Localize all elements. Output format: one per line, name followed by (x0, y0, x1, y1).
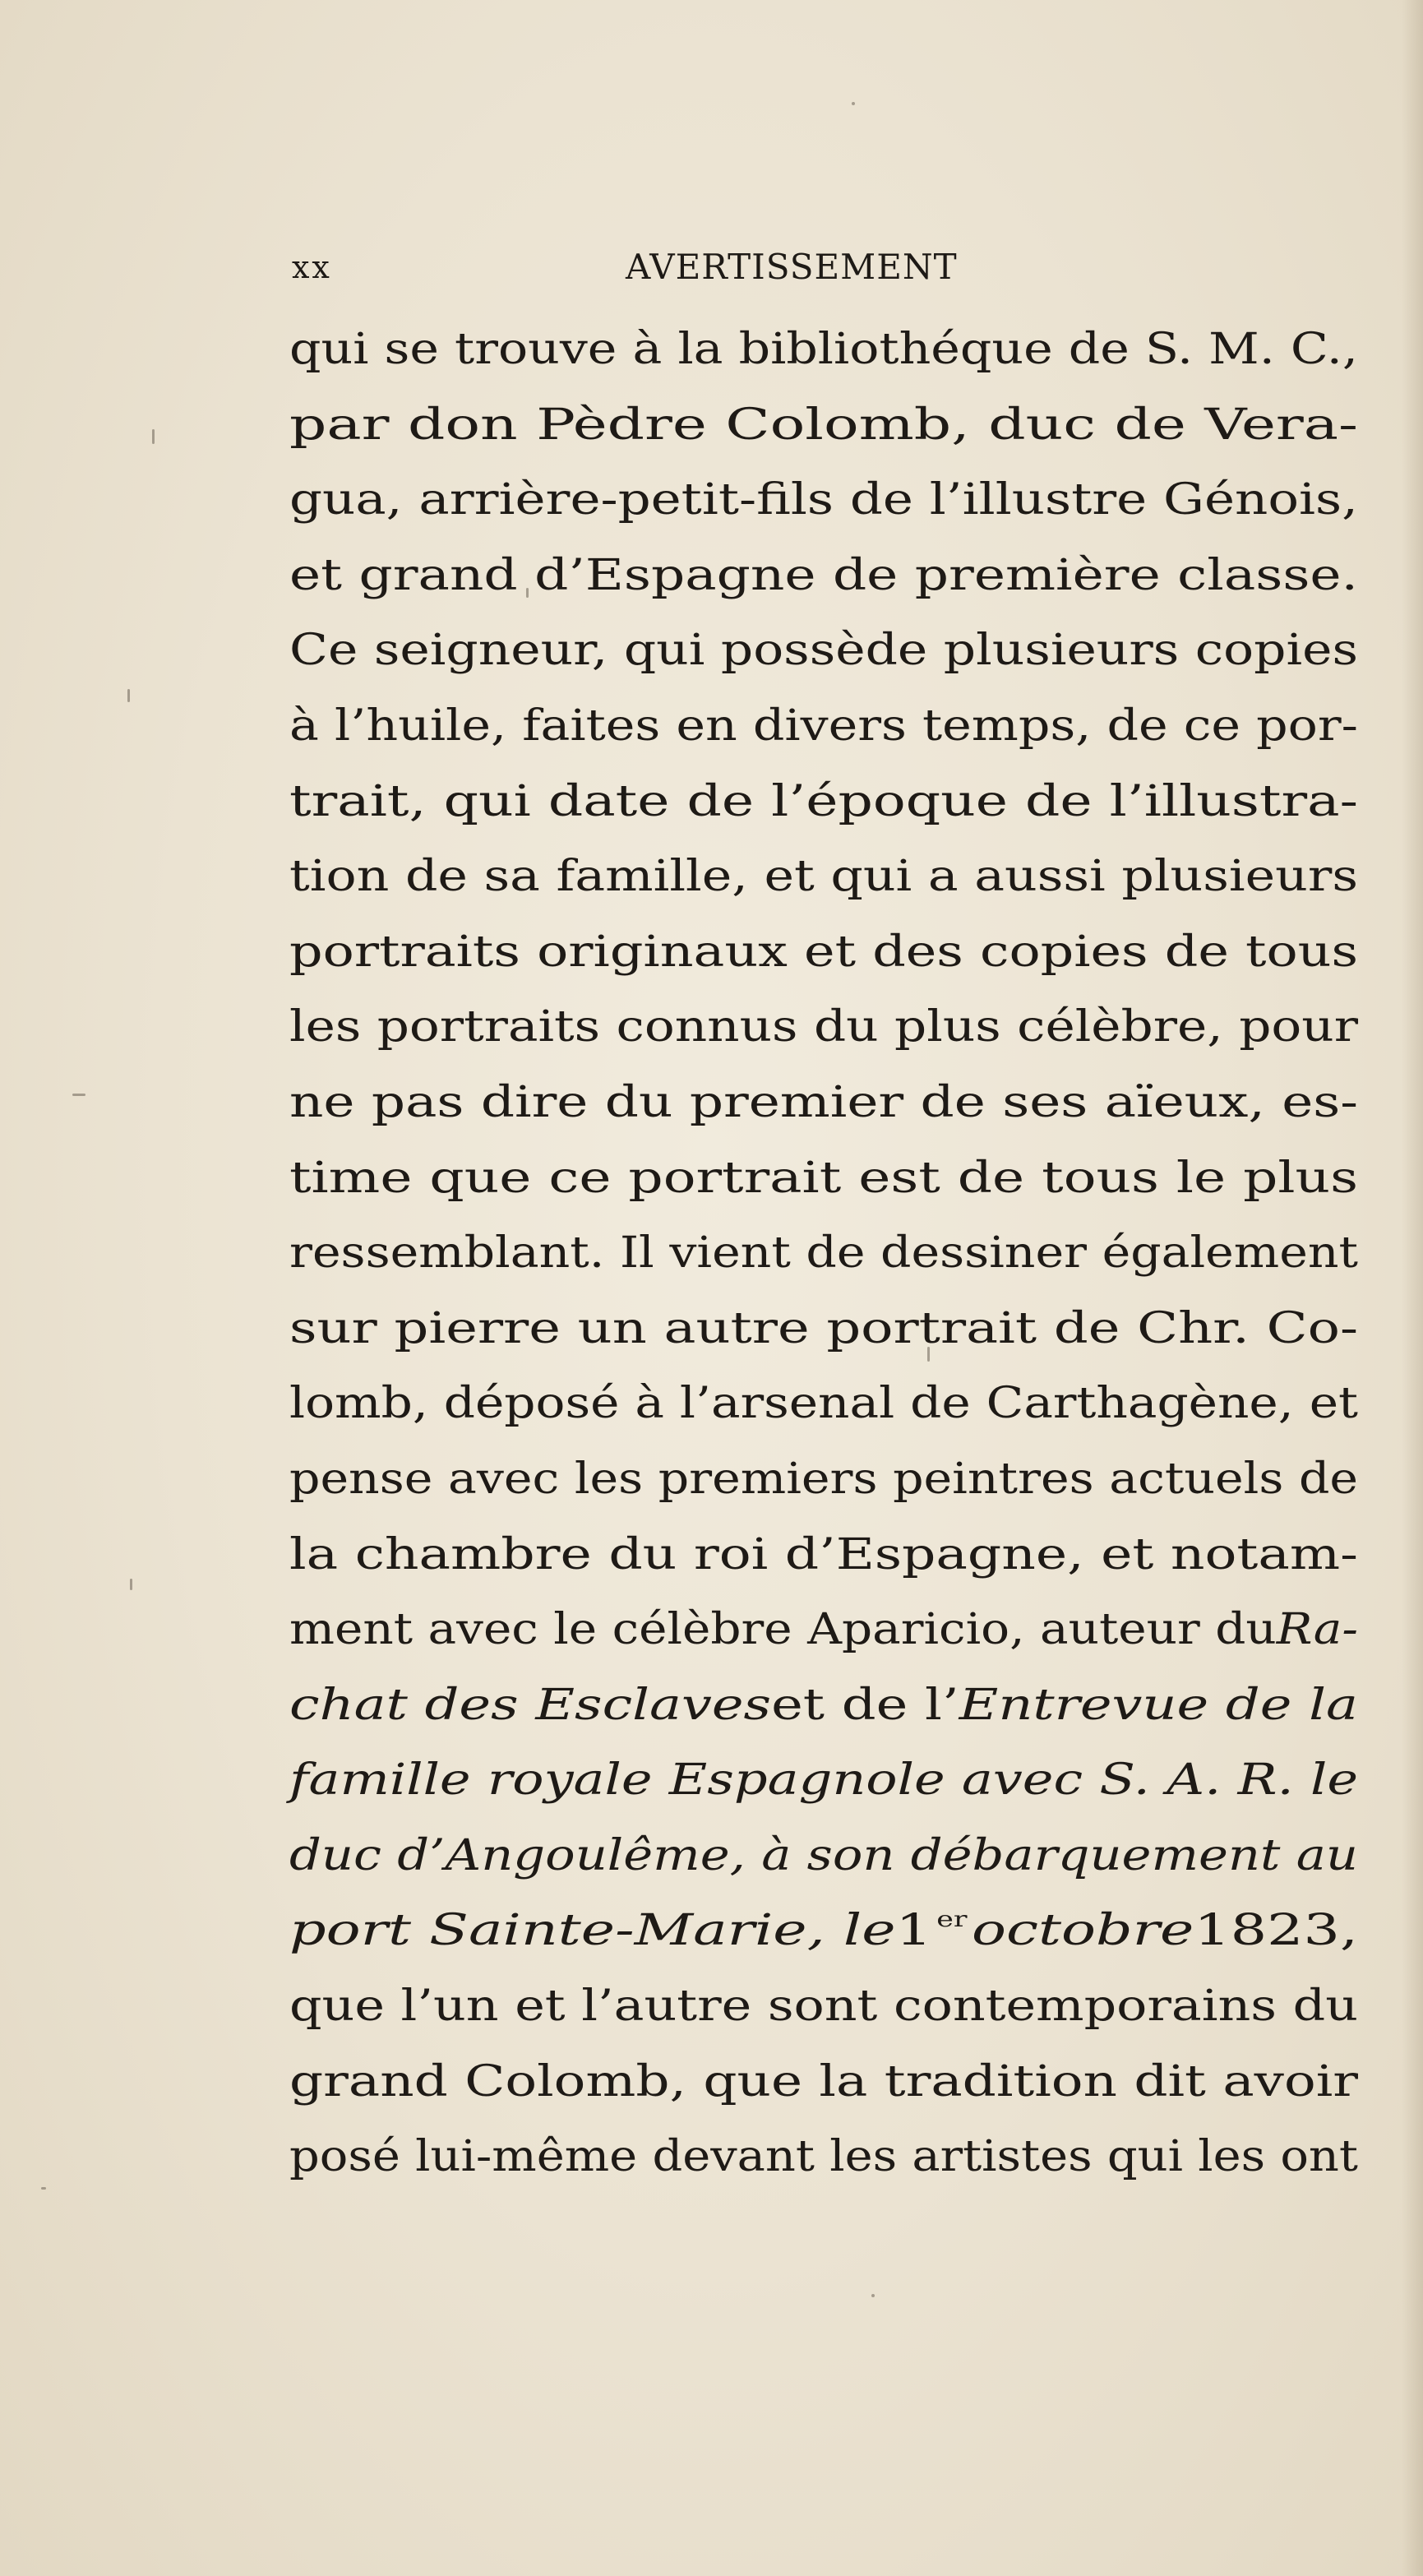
paper-speck (72, 1094, 85, 1096)
text-run: 1 (895, 1906, 932, 1956)
paper-speck (152, 429, 155, 444)
text-line: les portraits connus du plus célèbre, pour (289, 1002, 1358, 1052)
page-edge-shadow (1402, 0, 1423, 2576)
text-run: ment avec le célèbre Aparicio, auteur du (289, 1605, 1277, 1655)
page-number: xx (292, 249, 332, 285)
page-header (292, 238, 1032, 296)
paper-speck (871, 2294, 875, 2297)
text-line: grand Colomb, que la tradition dit avoir (289, 2056, 1358, 2107)
text-line: la chambre du roi d’Espagne, et notam- (289, 1529, 1358, 1579)
text-line: portraits originaux et des copies de tous (289, 927, 1358, 977)
text-run: 1823, (1194, 1906, 1358, 1956)
text-line: famille royale Espagnole avec S. A. R. le (289, 1755, 1358, 1806)
italic-run: chat des Esclaves (289, 1680, 772, 1730)
text-line (289, 1894, 1358, 1969)
text-line: à l’huile, faites en divers temps, de ce por- (289, 701, 1359, 751)
italic-run: Entrevue de la (959, 1680, 1358, 1730)
text-line: trait, qui date de l’époque de l’illustra- (289, 776, 1358, 826)
italic-run: port Sainte-Marie, le (289, 1906, 896, 1956)
italic-run: Ra- (1276, 1605, 1358, 1655)
text-line: lomb, déposé à l’arsenal de Carthagène, et (289, 1379, 1358, 1429)
running-title: AVERTISSEMENT (626, 247, 958, 287)
text-line: que l’un et l’autre sont contemporains du (289, 1982, 1358, 2032)
text-line: duc d’Angoulême, à son débarquement au (289, 1830, 1358, 1880)
text-line: time que ce portrait est de tous le plus (289, 1153, 1358, 1203)
text-line: par don Pèdre Colomb, duc de Vera- (289, 400, 1358, 450)
text-line: et grand d’Espagne de première classe. (289, 550, 1358, 600)
text-run: et de l’ (771, 1680, 959, 1730)
text-line: Ce seigneur, qui possède plusieurs copies (289, 626, 1358, 676)
paper-speck (130, 1579, 132, 1590)
text-line: sur pierre un autre portrait de Chr. Co- (289, 1303, 1358, 1353)
text-line: posé lui-même devant les artistes qui les ont (289, 2132, 1358, 2182)
text-line (289, 1668, 1358, 1744)
italic-run: octobre (971, 1906, 1194, 1956)
paper-speck (41, 2187, 46, 2190)
superscript: er (936, 1908, 968, 1933)
paper-speck (852, 102, 855, 105)
text-line (289, 1593, 1358, 1668)
text-line: ne pas dire du premier de ses aïeux, es- (289, 1077, 1358, 1127)
text-line: pense avec les premiers peintres actuels de (289, 1454, 1358, 1504)
text-line: qui se trouve à la bibliothéque de S. M. C., (289, 325, 1358, 374)
text-line: tion de sa famille, et qui a aussi plusieurs (289, 852, 1358, 902)
text-line: ressemblant. Il vient de dessiner également (289, 1228, 1358, 1279)
body-text (289, 312, 1358, 2195)
paper-speck (127, 689, 130, 702)
text-line: gua, arrière-petit-fils de l’illustre Génois, (289, 475, 1358, 525)
